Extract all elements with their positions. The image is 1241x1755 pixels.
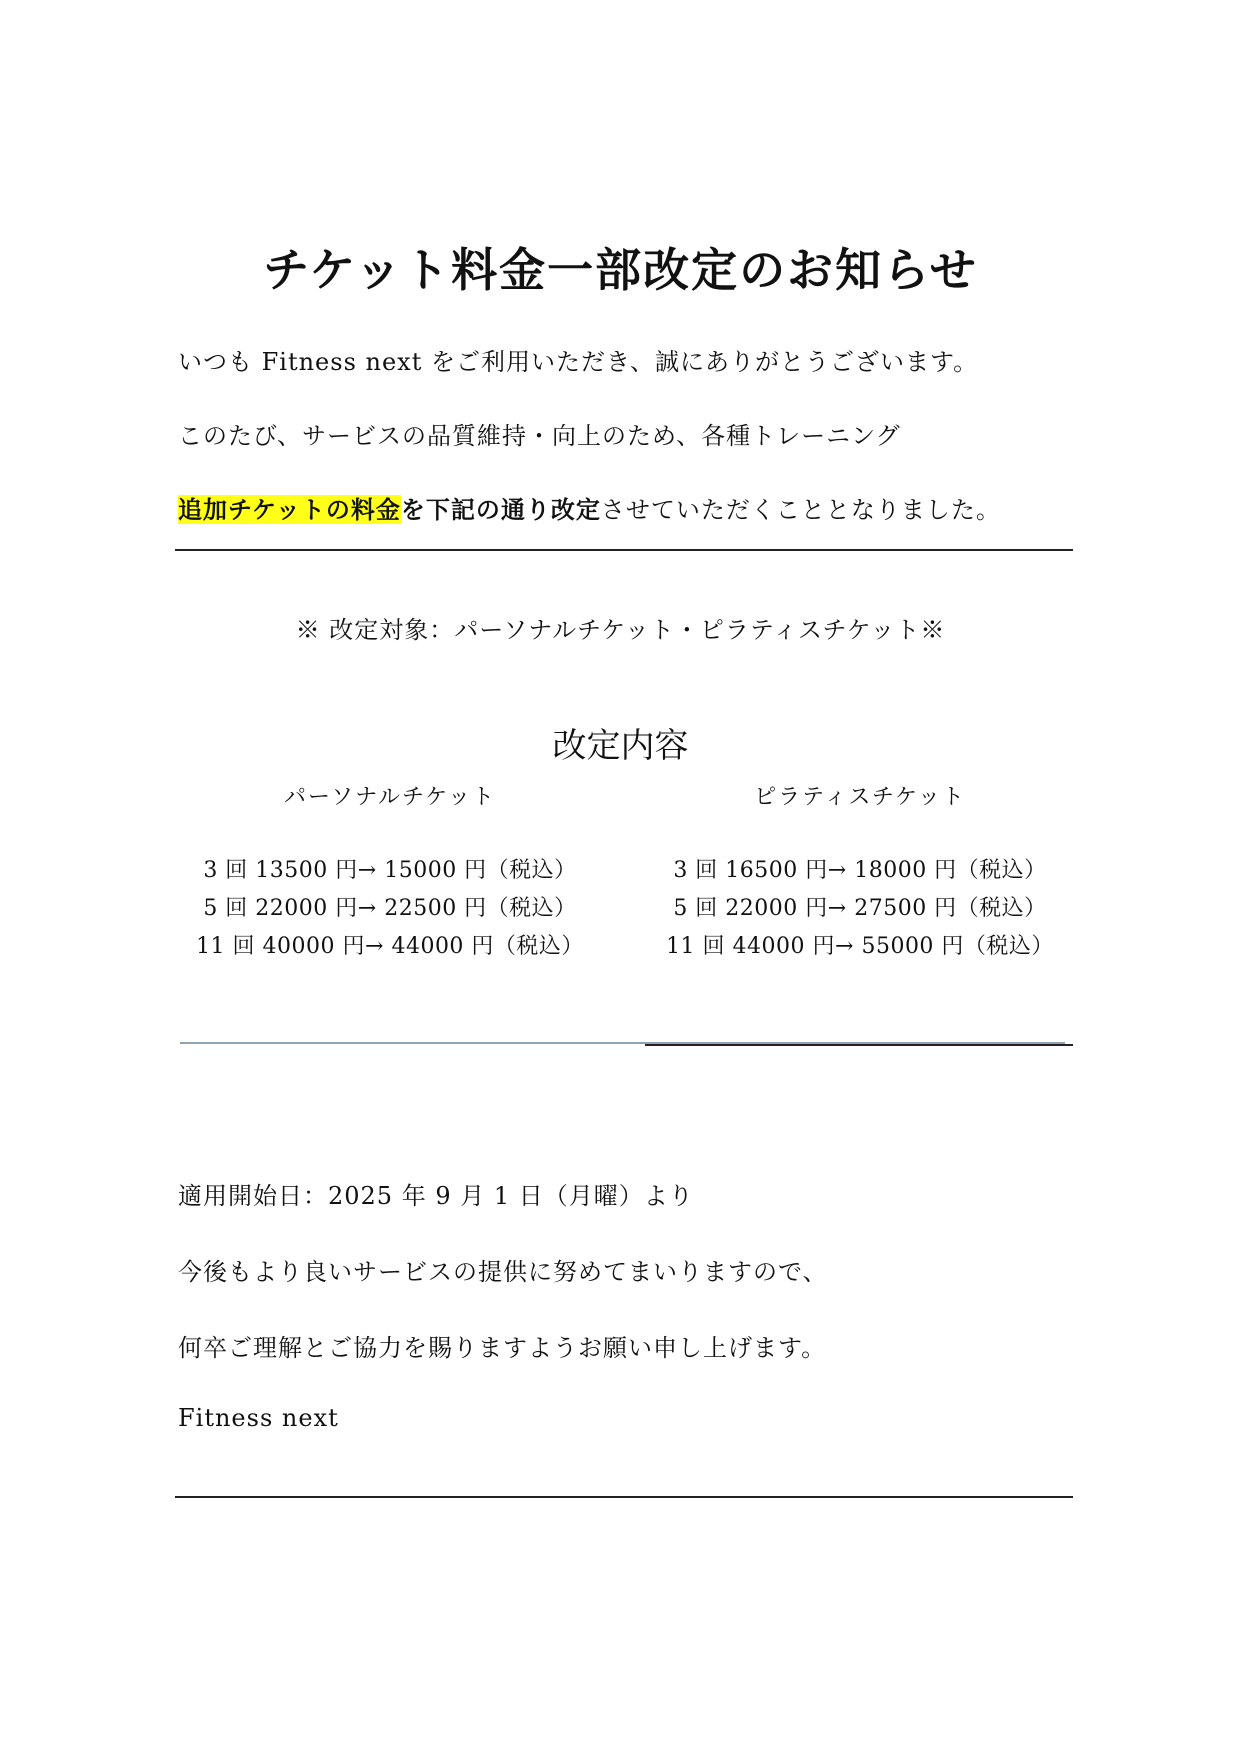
pilates-ticket-heading: ピラティスチケット [754, 785, 966, 810]
price-row: 3 回 16500 円→ 18000 円（税込） [673, 858, 1047, 883]
divider-top [175, 549, 1073, 551]
personal-ticket-column [140, 780, 640, 966]
highlighted-text: 追加チケットの料金 [178, 495, 401, 524]
start-date-text: 適用開始日：2025 年 9 月 1 日（月曜）より [178, 1182, 694, 1210]
signature: Fitness next [178, 1404, 339, 1432]
divider-middle [645, 1044, 1073, 1046]
price-row: 5 回 22000 円→ 22500 円（税込） [203, 896, 577, 921]
revision-target-note: ※ 改定対象：パーソナルチケット・ピラティスチケット※ [295, 616, 946, 644]
divider-bottom [175, 1496, 1073, 1498]
plain-text: させていただくこととなりました。 [600, 496, 1001, 524]
closing-text-continued: 何卒ご理解とご協力を賜りますようお願い申し上げます。 [178, 1334, 827, 1362]
page-title: チケット料金一部改定のお知らせ [263, 243, 978, 297]
greeting-text: いつも Fitness next をご利用いただき、誠にありがとうございます。 [178, 348, 979, 376]
personal-ticket-heading: パーソナルチケット [283, 785, 497, 810]
section-title: 改定内容 [552, 726, 689, 766]
price-row: 11 回 44000 円→ 55000 円（税込） [666, 934, 1054, 959]
pilates-ticket-column [610, 780, 1110, 966]
announcement-text-continued [178, 490, 1001, 525]
announcement-text: このたび、サービスの品質維持・向上のため、各種トレーニング [178, 422, 901, 450]
price-row: 3 回 13500 円→ 15000 円（税込） [203, 858, 577, 883]
closing-text: 今後もより良いサービスの提供に努めてまいりますので、 [178, 1258, 828, 1286]
price-row: 11 回 40000 円→ 44000 円（税込） [196, 934, 584, 959]
price-row: 5 回 22000 円→ 27500 円（税込） [673, 896, 1047, 921]
bold-text: を下記の通り改定 [400, 495, 601, 524]
